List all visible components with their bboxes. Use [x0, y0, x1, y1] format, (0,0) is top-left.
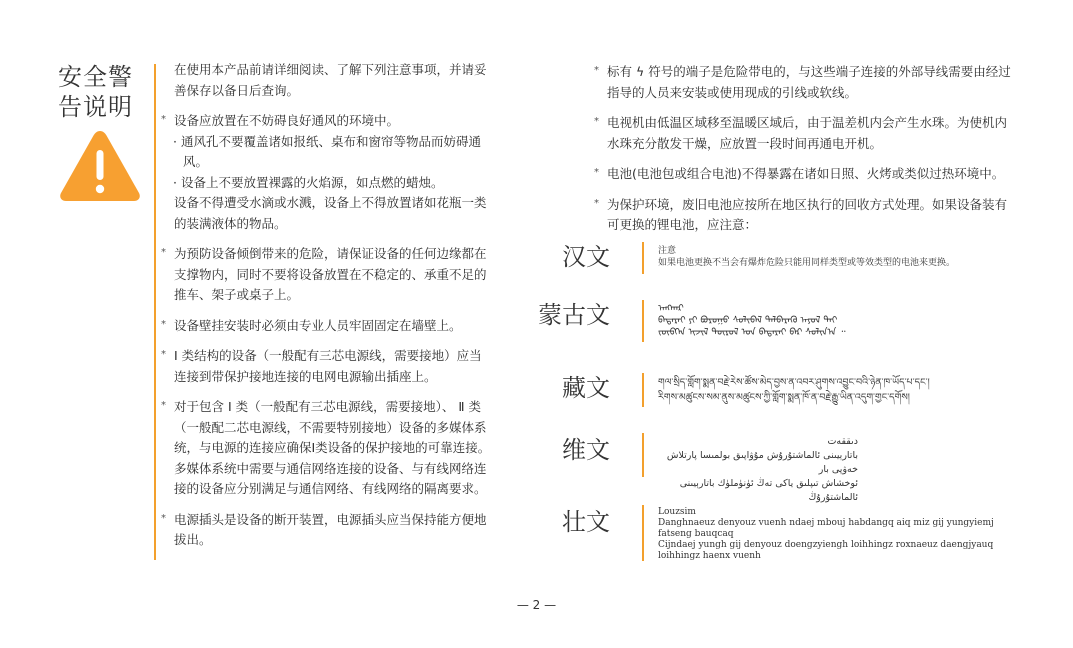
language-divider: [642, 433, 644, 477]
language-row-tibetan: [548, 373, 1028, 409]
language-text: གལ་སྲིད་གློག་སྨན་བརྗེ་རེས་ཚོས་མེད་བྱས་ན་འབར་ཤུགས་འབྱུང་བའི་ཉེན་ཁ་ཡོད་པ་དང་། རིགས་མཚུངས་སམ་ནུས་མཚུངས་ཀྱི་གློག་སྨན་ཁོ་ན་བརྗེ་རྒྱུ་ཡིན་འདུག་གྱང་དགོས།: [658, 377, 930, 403]
sub-item: · 设备上不要放置裸露的火焰源，如点燃的蜡烛。: [173, 174, 444, 190]
language-text: دىققەت باتارېيىنى ئالماشتۇرۇش مۇۋاپىق بولمىسا پارتلاش خەۋپى بار ئوخشاش تىپلىق ياكى تەڭ ئۈنۈملۈك باتارېيىنى ئالماشتۇرۇڭ: [666, 436, 858, 503]
list-item: * 设备应放置在不妨碍良好通风的环境中。: [161, 113, 400, 128]
language-divider: [642, 373, 644, 407]
list-item: * 电源插头是设备的断开装置，电源插头应当保持能方便地拔出。: [161, 511, 487, 547]
list-item: * 标有 ϟ 符号的端子是危险带电的，与这些端子连接的外部导线需要由经过指导的人员来安装或使用现成的引线或软线。: [594, 64, 1011, 100]
language-label: 维文: [562, 436, 610, 464]
language-text: Louzsim Danghnaeuz denyouz vuenh ndaej mbouj habdangq aiq miz gij yungyiemj fatseng bauqcaq Cijndaej yungh gij denyouz doengzyiengh loihhingz roxnaeuz daengjyauq loihhingz haenx vuenh: [658, 507, 994, 561]
language-divider: [642, 242, 644, 274]
title-line-2: 告说明: [58, 93, 133, 121]
sub-item: · 通风孔不要覆盖诸如报纸、桌布和窗帘等物品而妨碍通风。: [173, 133, 481, 169]
title-line-1: 安全警: [58, 63, 133, 91]
language-row-zhuang: [548, 505, 1028, 561]
list-item: * 电视机由低温区域移至温暖区域后，由于温差机内会产生水珠。为使机内水珠充分散发干燥，应放置一段时间再通电开机。: [594, 115, 1008, 151]
left-column: [161, 60, 493, 551]
language-text: 注意 如果电池更换不当会有爆炸危险只能用同样类型或等效类型的电池来更换。: [658, 246, 956, 268]
accent-divider-left: [154, 64, 156, 560]
list-item: * 设备壁挂安装时必须由专业人员牢固固定在墙壁上。: [161, 317, 462, 333]
language-row-mongolian: [538, 300, 1028, 344]
page-number: — 2 —: [516, 598, 557, 612]
list-item: * 对于包含 Ⅰ 类（一般配有三芯电源线，需要接地）、 Ⅱ 类（一般配二芯电源线，不需要特别接地）设备的多媒体系统，与电源的连接应确保Ⅰ类设备的保护接地的可靠连接。多媒体系统中需要与通信网络连接的设备、与有线网络连接的设备应分别满足与通信网络、有线网络的隔离要求。: [161, 399, 491, 496]
language-row-chinese: [548, 242, 1028, 276]
intro-paragraph: 在使用本产品前请详细阅读、了解下列注意事项，并请妥善保存以备日后查询。: [174, 62, 487, 98]
language-divider: [642, 300, 644, 342]
list-item: * 为预防设备倾倒带来的危险，请保证设备的任何边缘都在支撑物内，同时不要将设备放置在不稳定的、承重不足的推车、架子或桌子上。: [161, 246, 487, 302]
language-row-uyghur: [548, 433, 1028, 503]
language-divider: [642, 505, 644, 561]
section-title: [58, 62, 144, 122]
language-text: ᠠᠩᠬᠠᠷ ᠪᠠᠲᠠᠷᠡᠢ ᠶᠢ ᠪᠤᠷᠤᠭᠤ ᠰᠣᠯᠢᠪᠠᠯ ᠳᠡᠯᠪᠡᠷᠡᠬᠦ ᠠᠶᠤᠯ ᠲᠠᠢ ᠵᠥᠪᠬᠡᠨ ᠢᠵᠢᠯ ᠲᠥᠷᠥᠯ ᠤᠨ ᠪᠠᠲᠠᠷᠡᠢ ᠪᠡᠷ ᠰᠣᠯᠢᠨ᠎ᠠ ᠃: [658, 303, 846, 338]
warning-triangle-icon: [58, 128, 142, 204]
list-item: * Ⅰ 类结构的设备（一般配有三芯电源线，需要接地）应当连接到带保护接地连接的电网电源输出插座上。: [161, 348, 482, 384]
list-item: * 电池(电池包或组合电池)不得暴露在诸如日照、火烤或类似过热环境中。: [594, 166, 1005, 181]
language-label: 藏文: [562, 374, 610, 402]
language-label: 汉文: [562, 243, 610, 271]
language-label: 蒙古文: [538, 301, 610, 329]
list-item: * 为保护环境，废旧电池应按所在地区执行的回收方式处理。如果设备装有可更换的锂电池，应注意：: [594, 196, 1008, 232]
right-column: [594, 62, 1014, 236]
language-label: 壮文: [562, 508, 610, 536]
list-item-continuation: 设备不得遭受水滴或水溅，设备上不得放置诸如花瓶一类的装满液体的物品。: [174, 195, 487, 231]
